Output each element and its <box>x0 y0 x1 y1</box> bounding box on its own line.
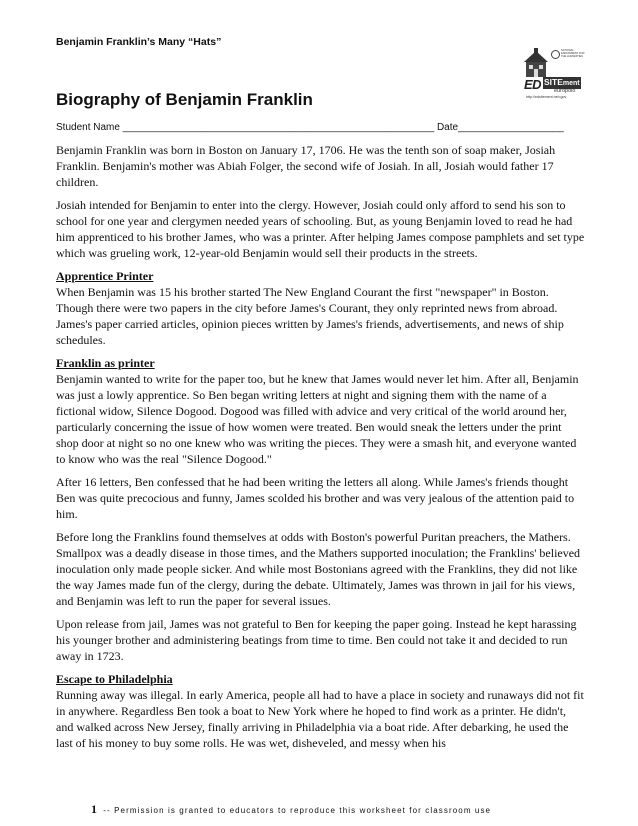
student-info-line <box>56 122 564 133</box>
section-paragraph: Benjamin wanted to write for the paper too, but he knew that James would never let him. After all, Benjamin was just a lowly apprentice. So Ben began writing letters at night and signing them with the name of a fictional widow, Silence Dogood. Dogood was filled with advice and very critical of the world around her, particularly concerning the issue of how women were treated. Ben would sneak the letters under the print shop door at night so no one knew who was writing the pieces. They were a smash hit, and everyone wanted to know who was the real "Silence Dogood." <box>56 372 579 466</box>
logo-ment: ment <box>562 80 580 87</box>
logo-site-text: SITE <box>544 77 563 87</box>
page-footer <box>91 802 491 817</box>
page-title: Biography of Benjamin Franklin <box>56 90 313 109</box>
date-label: Date <box>436 122 459 133</box>
seal-icon <box>551 50 560 59</box>
schoolhouse-icon <box>522 48 550 78</box>
student-name-label: Student Name <box>56 122 120 133</box>
date-blank: ___________________ <box>458 122 564 133</box>
intro-paragraph: Josiah intended for Benjamin to enter into the clergy. However, Josiah could only afford to send his son to school for one year and clergymen needed years of schooling. But, as young Benjamin loved to read he had him apprenticed to his brother James, who was a printer. After helping James compose pamphlets and set type which was grueling work, 12-year-old Benjamin would sell their products in the streets. <box>56 198 585 260</box>
logo-sub: europolo <box>554 88 576 94</box>
logo-url: http://edsitement.neh.gov <box>526 95 567 99</box>
student-name-blank: ________________________________________________________ <box>122 122 435 133</box>
section-heading-escape-to-philadelphia: Escape to Philadelphia <box>56 672 173 686</box>
section-heading-apprentice-printer: Apprentice Printer <box>56 269 154 283</box>
agency-text: NATIONAL ENDOWMENT FOR THE HUMANITIES <box>561 49 585 58</box>
biography-body <box>56 142 586 758</box>
section-paragraph: Upon release from jail, James was not grateful to Ben for keeping the paper going. Instead he kept harassing his younger brother and administering beatings from time to time. Ben could not take it and decided to run away in 1723. <box>56 617 577 663</box>
section-paragraph: After 16 letters, Ben confessed that he had been writing the letters all along. While James's friends thought Ben was quite precocious and funny, James scolded his brother and was very jealous of the attention paid to him. <box>56 475 575 521</box>
permission-notice: -- Permission is granted to educators to reproduce this worksheet for classroom use <box>103 806 492 815</box>
section-paragraph: Before long the Franklins found themselves at odds with Boston's powerful Puritan preachers, the Mathers. Smallpox was a deadly disease in those times, and the Mathers supported inoculation; the Franklins' believed inoculation only made people sicker. And while most Bostonians agreed with the Franklins, they did not like the way James made fun of the clergy, during the debate. Ultimately, James was thrown in jail for his views, and Benjamin was left to run the paper for several issues. <box>56 530 581 608</box>
page-number: 1 <box>91 802 97 816</box>
section-paragraph: When Benjamin was 15 his brother started The New England Courant the first "newspaper" in Boston. Though there were two papers in the city before James's Courant, they only reprinted news from abroad. James's paper carried articles, opinion pieces written by James's friends, advertisements, and news of ship schedules. <box>56 285 564 347</box>
edsitement-logo <box>522 48 584 100</box>
section-heading-franklin-as-printer: Franklin as printer <box>56 356 155 370</box>
running-header: Benjamin Franklin’s Many “Hats” <box>56 36 222 48</box>
logo-ed: ED <box>524 77 542 92</box>
section-paragraph: Running away was illegal. In early America, people all had to have a place in society and runaways did not fit in anywhere. Regardless Ben took a boat to New York where he hoped to find work as a printer. He didn't, and walked across New Jersey, finally arriving in Philadelphia via a boat ride. After debarking, he used the last of his money to buy some rolls. He was wet, disheveled, and messy when his <box>56 688 584 750</box>
intro-paragraph: Benjamin Franklin was born in Boston on January 17, 1706. He was the tenth son of soap maker, Josiah Franklin. Benjamin's mother was Abiah Folger, the second wife of Josiah. In all, Josiah would father 17 children. <box>56 143 556 189</box>
